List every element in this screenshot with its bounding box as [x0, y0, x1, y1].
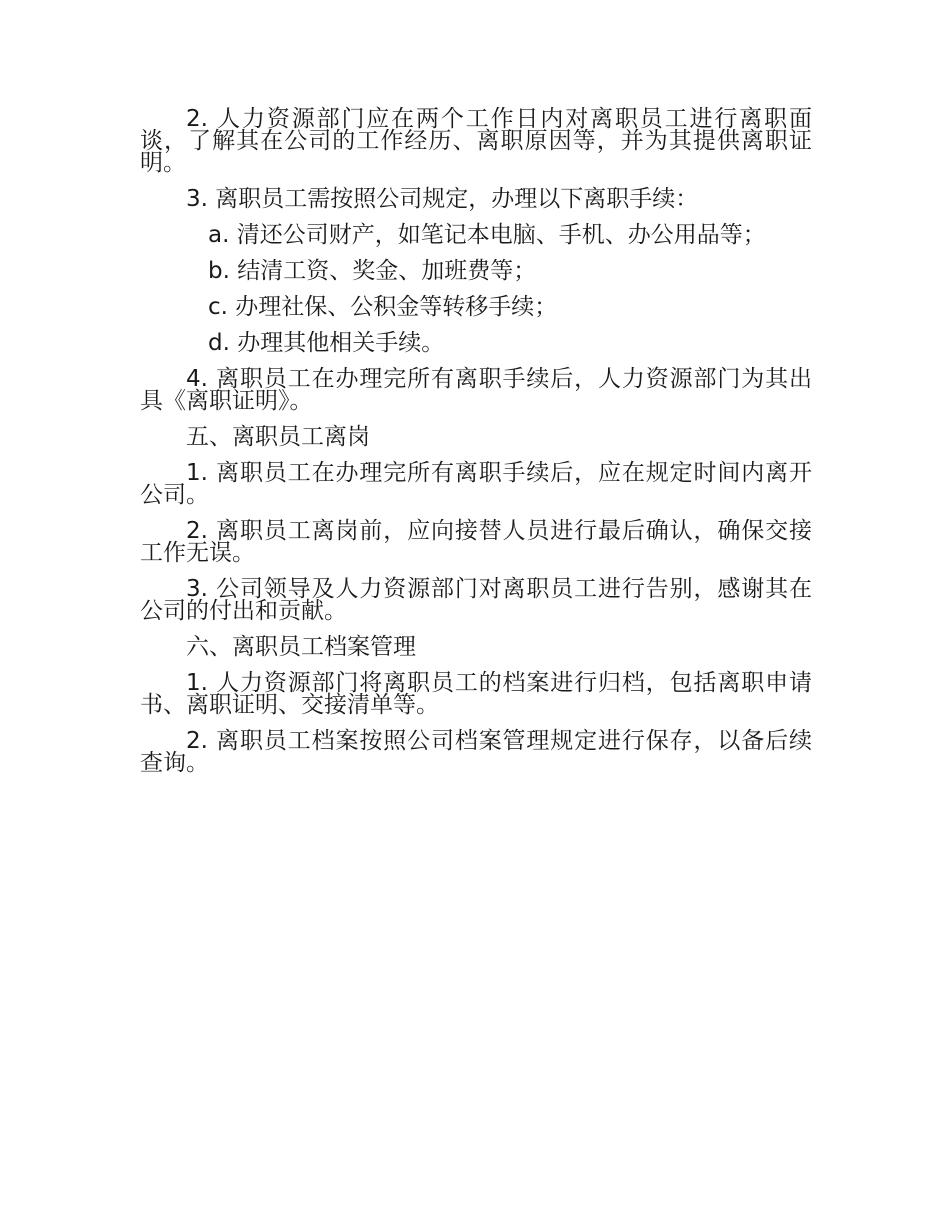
- list-item-other-procedures: d. 办理其他相关手续。: [208, 330, 445, 356]
- paragraph-leave-company: 1. 离职员工在办理完所有离职手续后，应在规定时间内离开公司。: [140, 460, 812, 508]
- paragraph-exit-interview: 2. 人力资源部门应在两个工作日内对离职员工进行离职面谈，了解其在公司的工作经历、离职原因等，并为其提供离职证明。: [140, 106, 812, 176]
- paragraph-farewell: 3. 公司领导及人力资源部门对离职员工进行告别，感谢其在公司的付出和贡献。: [140, 576, 812, 624]
- list-item-return-property: a. 清还公司财产，如笔记本电脑、手机、办公用品等；: [208, 222, 766, 248]
- paragraph-exit-certificate: 4. 离职员工在办理完所有离职手续后，人力资源部门为其出具《离职证明》。: [140, 366, 812, 414]
- paragraph-archiving: 1. 人力资源部门将离职员工的档案进行归档，包括离职申请书、离职证明、交接清单等。: [140, 670, 812, 718]
- section-heading-archive-management: 六、离职员工档案管理: [186, 634, 416, 660]
- list-item-transfer-insurance: c. 办理社保、公积金等转移手续；: [208, 294, 558, 320]
- list-item-settle-salary: b. 结清工资、奖金、加班费等；: [208, 258, 537, 284]
- paragraph-exit-procedures: 3. 离职员工需按照公司规定，办理以下离职手续：: [186, 186, 699, 212]
- section-heading-leaving-post: 五、离职员工离岗: [186, 424, 370, 450]
- document-page: [140, 108, 812, 774]
- paragraph-handover-confirmation: 2. 离职员工离岗前，应向接替人员进行最后确认，确保交接工作无误。: [140, 518, 812, 566]
- paragraph-archive-storage: 2. 离职员工档案按照公司档案管理规定进行保存，以备后续查询。: [140, 728, 812, 776]
